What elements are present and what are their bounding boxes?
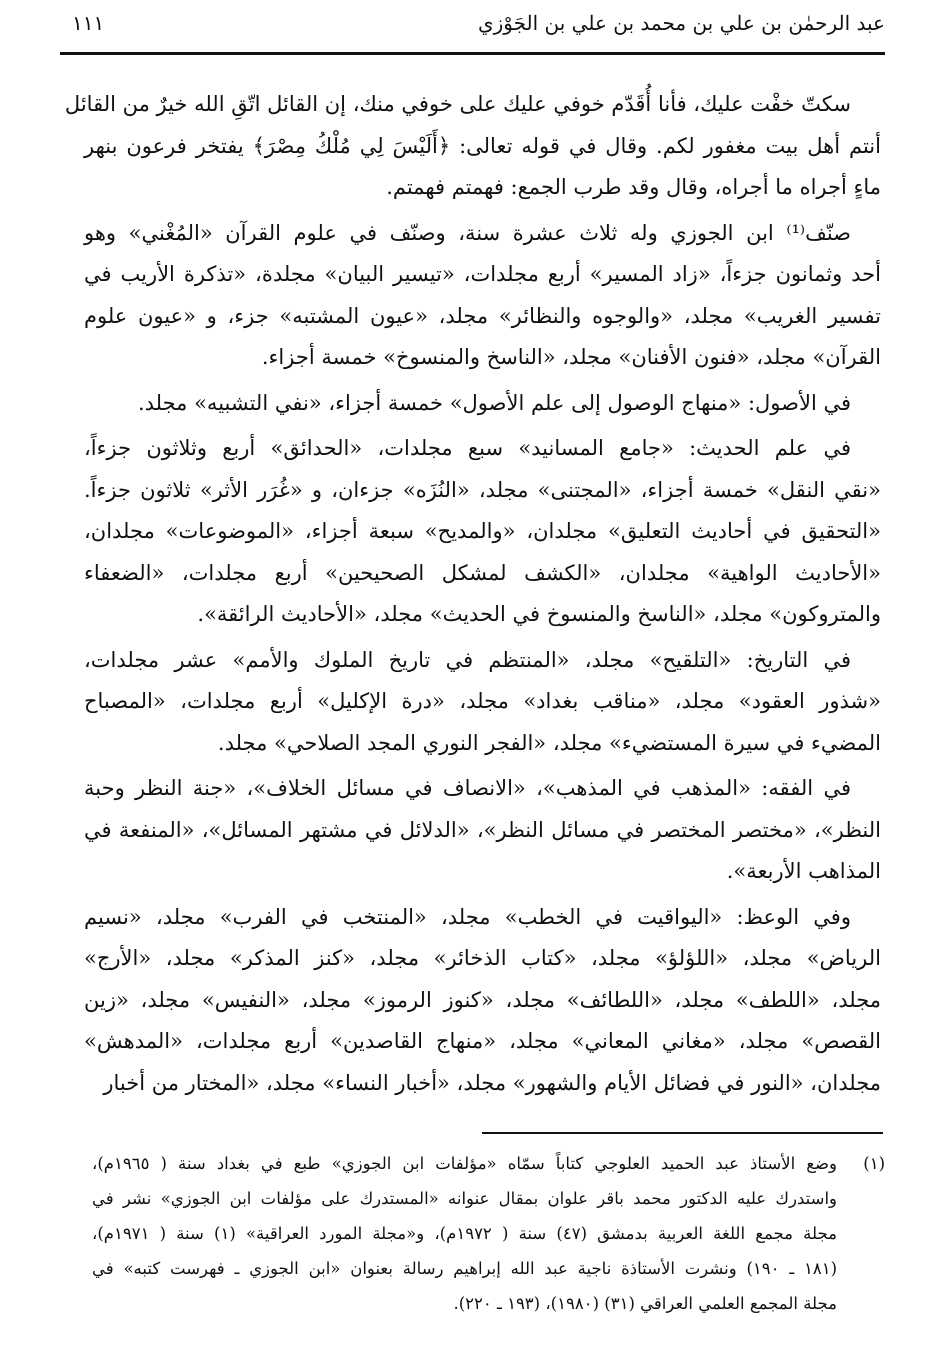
footnote-line: مجلة المجمع العلمي العراقي (٣١) (١٩٨٠)، (١٩٣ ـ ٢٢٠). [453,1294,837,1313]
text-line: ماءٍ أجراه ما أجراه، وقال وقد طرب الجمع: فهمتم فهمتم. [386,175,881,199]
text-line: في الفقه: «المذهب في المذهب»، «الانصاف في مسائل الخلاف»، «جنة النظر وحبة [84,776,851,800]
text-line: أنتم أهل بيت مغفور لكم. وقال في قوله تعالى: ﴿أَلَيْسَ لِي مُلْكُ مِصْرَ﴾ يفتخر فرعون بنهر [84,133,881,158]
paragraph [84,383,881,425]
text-line: مجلدان، «النور في فضائل الأيام والشهور» مجلد، «أخبار النساء» مجلد، «المختار من أخبار [103,1070,881,1095]
text-line: «شذور العقود» مجلد، «مناقب بغداد» مجلد، «درة الإكليل» أربع مجلدات، «المصباح [84,689,881,713]
text-line: المذاهب الأربعة». [726,859,881,883]
text-line: في علم الحديث: «جامع المسانيد» سبع مجلدات، «الحدائق» أربع وثلاثون جزءاً، [84,436,851,460]
running-header [72,4,885,42]
text-line: القرآن» مجلد، «فنون الأفنان» مجلد، «الناسخ والمنسوخ» خمسة أجزاء. [261,345,881,369]
text-line: «نقي النقل» خمسة أجزاء، «المجتنى» مجلد، «النُزَه» جزءان، و «غُرَر الأثر» ثلاثون جزءاً. [84,477,881,502]
text-line: النظر»، «مختصر المختصر في مسائل النظر»، «الدلائل في مشتهر المسائل»، «المنفعة في [84,817,881,842]
text-line: صنّف⁽¹⁾ ابن الجوزي وله ثلاث عشرة سنة، وصنّف في علوم القرآن «المُغْني» وهو [84,220,851,245]
page-number: ١١١ [72,11,105,35]
running-title: عبد الرحمٰن بن علي بن محمد بن علي بن الجَوْزي [477,11,885,35]
text-line: سكتّ خفْت عليك، فأنا أُقَدّم خوفي عليك على خوفي منك، إن القائل اتّقِ الله خيرٌ من القائل [64,92,851,116]
text-line: مجلد، «اللطف» مجلد، «اللطائف» مجلد، «كنوز الرموز» مجلد، «النفيس» مجلد، «زين [84,987,881,1012]
text-line: تفسير الغريب» مجلد، «والوجوه والنظائر» مجلد، «عيون المشتبه» جزء، و «عيون علوم [84,303,881,328]
paragraph [84,768,881,893]
paragraph [84,428,881,636]
text-line: «التحقيق في أحاديث التعليق» مجلدان، «والمديح» سبعة أجزاء، «الموضوعات» مجلدان، [84,519,881,543]
footnote-line: واستدرك عليه الدكتور محمد باقر علوان بمقال عنوانه «المستدرك على مؤلفات ابن الجوزي» نشر في [92,1189,837,1208]
footnote-number: (١) [863,1154,885,1173]
footnote-line: مجلة مجمع اللغة العربية بدمشق (٤٧) سنة ( ١٩٧٢م)، و«مجلة المورد العراقية» (١) سنة ( ١٩٧١م)، [92,1224,837,1243]
text-line: والمتروكون» مجلد، «الناسخ والمنسوخ في الحديث» مجلد، «الأحاديث الرائقة». [197,602,881,626]
text-line: أحد وثمانون جزءاً، «زاد المسير» أربع مجلدات، «تيسير البيان» مجلدة، «تذكرة الأريب في [84,262,881,286]
footnote-rule [482,1132,883,1134]
text-line: في الأصول: «منهاج الوصول إلى علم الأصول» خمسة أجزاء، «نفي التشبيه» مجلد. [137,390,851,415]
header-rule [60,52,885,55]
footnote-line: (١٨١ ـ ١٩٠) ونشرت الأستاذة ناجية عبد الله إبراهيم رسالة بعنوان «ابن الجوزي ـ فهرست كتبه» في [92,1259,838,1278]
text-line: «الأحاديث الواهية» مجلدان، «الكشف لمشكل الصحيحين» أربع مجلدات، «الضعفاء [84,560,881,585]
text-line: في التاريخ: «التلقيح» مجلد، «المنتظم في تاريخ الملوك والأمم» عشر مجلدات، [84,647,851,672]
footnote-text [92,1146,837,1321]
footnote-line: وضع الأستاذ عبد الحميد العلوجي كتاباً سمّاه «مؤلفات ابن الجوزي» طبع في بغداد سنة ( ١٩٦٥م)، [92,1154,837,1173]
footnote [92,1146,885,1321]
paragraph [84,897,881,1105]
text-line: القصص» مجلد، «مغاني المعاني» مجلد، «منهاج القاصدين» أربع مجلدات، «المدهش» [84,1029,881,1053]
text-line: المضيء في سيرة المستضيء» مجلد، «الفجر النوري المجد الصلاحي» مجلد. [217,730,881,755]
paragraph [84,640,881,765]
text-line: الرياض» مجلد، «اللؤلؤ» مجلد، «كتاب الذخائر» مجلد، «كنز المذكر» مجلد، «الأرج» [84,946,881,970]
paragraph [64,84,881,209]
paragraph [84,213,881,379]
text-line: وفي الوعظ: «اليواقيت في الخطب» مجلد، «المنتخب في الفرب» مجلد، «نسيم [84,904,851,929]
main-text [64,84,881,1108]
